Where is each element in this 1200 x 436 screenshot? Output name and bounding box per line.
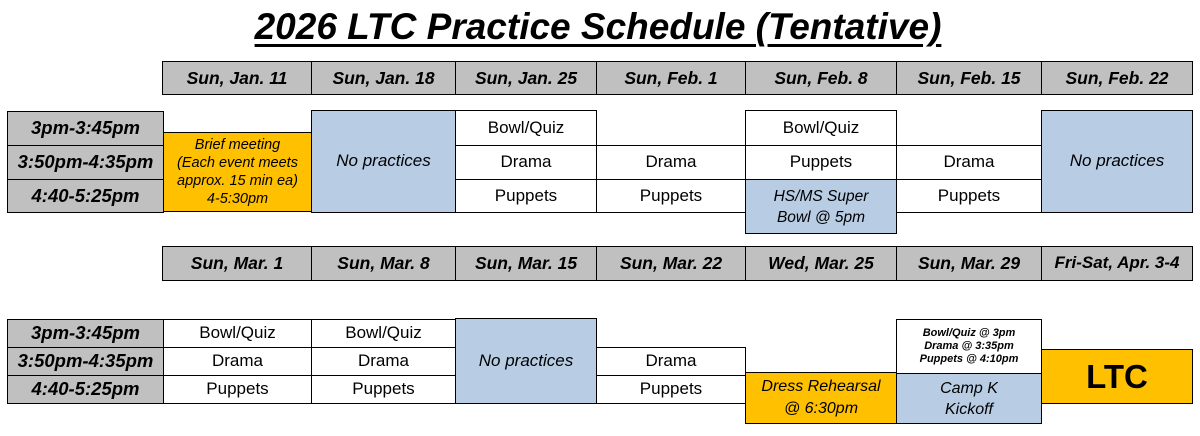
event-cell: Drama [455,145,597,180]
event-cell: Bowl/Quiz [311,319,456,348]
ltc-event-cell: LTC [1041,349,1193,404]
event-cell: Puppets [745,145,897,180]
no-practices-cell: No practices [1041,110,1193,213]
event-cell: Puppets [596,375,746,404]
event-cell: Puppets [896,179,1042,213]
schedule-line: Drama @ 3:35pm [924,340,1014,352]
schedule-line: Puppets @ 4:10pm [919,353,1019,365]
date-header: Sun, Feb. 22 [1041,61,1193,95]
event-cell: Drama [311,347,456,376]
event-cell: Bowl/Quiz [745,110,897,146]
no-practices-cell: No practices [311,110,456,213]
date-header: Sun, Mar. 22 [596,246,746,281]
date-header: Sun, Mar. 15 [455,246,597,281]
mar29-schedule-cell [896,319,1042,374]
brief-meeting-cell: Brief meeting (Each event meets approx. 15 min ea) 4-5:30pm [163,132,312,212]
page-title: 2026 LTC Practice Schedule (Tentative) [254,6,942,47]
super-bowl-cell: HS/MS Super Bowl @ 5pm [745,179,897,234]
date-header: Sun, Mar. 1 [162,246,312,281]
date-header: Fri-Sat, Apr. 3-4 [1041,246,1193,281]
date-header: Sun, Feb. 1 [596,61,746,95]
time-slot-label: 4:40-5:25pm [7,375,164,404]
dress-rehearsal-cell: Dress Rehearsal @ 6:30pm [745,372,897,424]
date-header: Sun, Jan. 11 [162,61,312,95]
time-slot-label: 3pm-3:45pm [7,319,164,348]
date-header: Sun, Mar. 8 [311,246,456,281]
event-cell: Puppets [163,375,312,404]
time-slot-label: 3:50pm-4:35pm [7,145,164,180]
date-header: Sun, Feb. 8 [745,61,897,95]
no-practices-cell: No practices [455,318,597,404]
event-cell: Drama [896,145,1042,180]
event-cell: Puppets [455,179,597,213]
time-slot-label: 3:50pm-4:35pm [7,347,164,376]
date-header: Wed, Mar. 25 [745,246,897,281]
date-header: Sun, Mar. 29 [896,246,1042,281]
event-cell: Drama [596,347,746,376]
date-header: Sun, Jan. 18 [311,61,456,95]
event-cell: Bowl/Quiz [163,319,312,348]
event-cell: Puppets [596,179,746,213]
time-slot-label: 4:40-5:25pm [7,179,164,213]
camp-kickoff-cell: Camp K Kickoff [896,373,1042,424]
time-slot-label: 3pm-3:45pm [7,111,164,146]
event-cell: Drama [596,145,746,180]
schedule-line: Bowl/Quiz @ 3pm [922,327,1016,339]
date-header: Sun, Jan. 25 [455,61,597,95]
date-header: Sun, Feb. 15 [896,61,1042,95]
event-cell: Bowl/Quiz [455,110,597,146]
event-cell: Puppets [311,375,456,404]
event-cell: Drama [163,347,312,376]
